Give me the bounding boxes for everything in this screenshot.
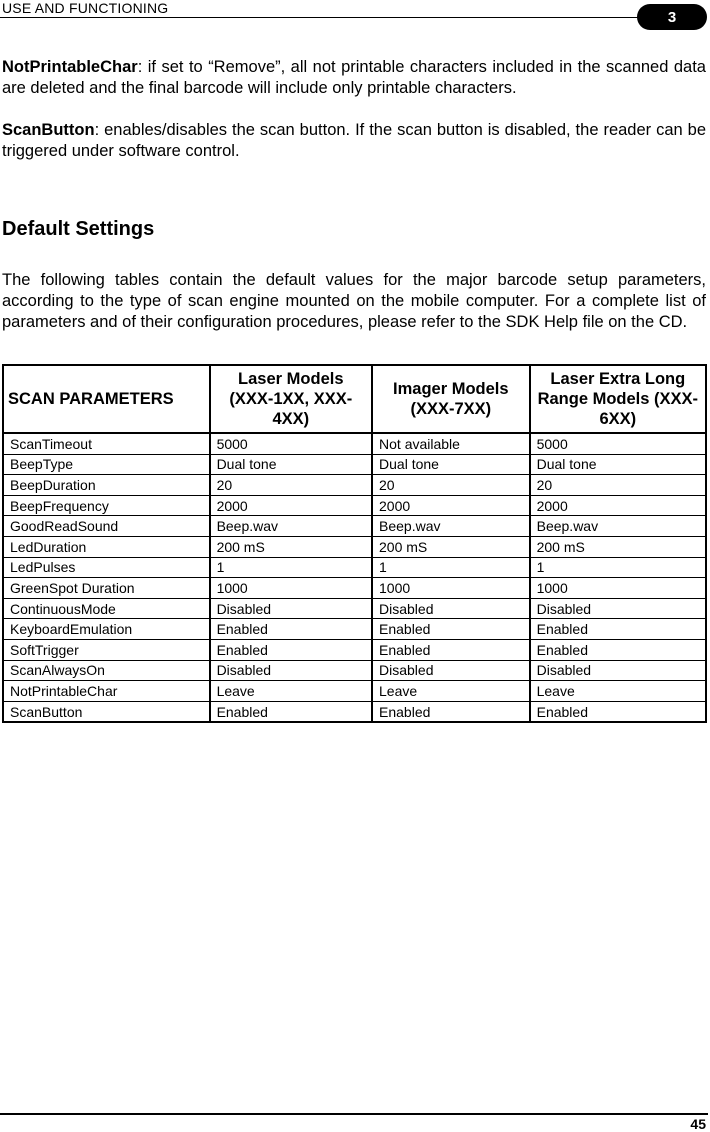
parameter-value-cell: Dual tone xyxy=(372,454,530,475)
parameter-value-cell: Disabled xyxy=(530,660,706,681)
parameter-value-cell: 1000 xyxy=(530,578,706,599)
running-header: USE AND FUNCTIONING xyxy=(2,0,169,16)
parameter-name-cell: GoodReadSound xyxy=(3,516,210,537)
section-heading: Default Settings xyxy=(2,218,155,240)
parameter-value-cell: Beep.wav xyxy=(372,516,530,537)
parameter-value-cell: 200 mS xyxy=(372,536,530,557)
parameter-name-cell: NotPrintableChar xyxy=(3,681,210,702)
page-number: 45 xyxy=(690,1116,706,1132)
parameter-value-cell: 20 xyxy=(372,475,530,496)
table-row xyxy=(3,598,706,619)
default-settings-table xyxy=(2,364,707,723)
parameter-value-cell: Enabled xyxy=(372,619,530,640)
parameter-name-cell: ScanButton xyxy=(3,701,210,722)
parameter-value-cell: Enabled xyxy=(210,701,372,722)
parameter-value-cell: 1000 xyxy=(372,578,530,599)
parameter-value-cell: Enabled xyxy=(372,639,530,660)
parameter-name-cell: BeepFrequency xyxy=(3,495,210,516)
parameter-value-cell: Not available xyxy=(372,433,530,454)
table-row xyxy=(3,454,706,475)
parameter-name-cell: KeyboardEmulation xyxy=(3,619,210,640)
parameter-value-cell: 1000 xyxy=(210,578,372,599)
table-row xyxy=(3,639,706,660)
column-header-laser-extra-long-range: Laser Extra Long Range Models (XXX-6XX) xyxy=(530,365,706,433)
scan-button-description: : enables/disables the scan button. If the scan button is disabled, the reader can be triggered under software control. xyxy=(2,121,706,160)
table-row xyxy=(3,681,706,702)
footer-rule xyxy=(0,1113,708,1115)
parameter-name-cell: BeepDuration xyxy=(3,475,210,496)
table-row xyxy=(3,578,706,599)
parameter-value-cell: 200 mS xyxy=(210,536,372,557)
parameter-value-cell: 1 xyxy=(372,557,530,578)
table-row xyxy=(3,619,706,640)
parameter-name-cell: ScanAlwaysOn xyxy=(3,660,210,681)
parameter-value-cell: Enabled xyxy=(372,701,530,722)
not-printable-char-term: NotPrintableChar xyxy=(2,58,138,76)
parameter-value-cell: Enabled xyxy=(530,639,706,660)
column-header-scan-parameters: SCAN PARAMETERS xyxy=(3,365,210,433)
parameter-value-cell: Disabled xyxy=(372,660,530,681)
parameter-value-cell: 20 xyxy=(210,475,372,496)
parameter-value-cell: 200 mS xyxy=(530,536,706,557)
parameter-value-cell: Disabled xyxy=(372,598,530,619)
parameter-value-cell: 5000 xyxy=(530,433,706,454)
header-rule xyxy=(0,17,640,18)
table-row xyxy=(3,495,706,516)
table-row xyxy=(3,433,706,454)
parameter-value-cell: Disabled xyxy=(210,598,372,619)
table-row xyxy=(3,660,706,681)
table-row xyxy=(3,701,706,722)
parameter-name-cell: GreenSpot Duration xyxy=(3,578,210,599)
table-row xyxy=(3,557,706,578)
parameter-name-cell: BeepType xyxy=(3,454,210,475)
parameter-value-cell: Beep.wav xyxy=(530,516,706,537)
parameter-name-cell: LedPulses xyxy=(3,557,210,578)
parameter-value-cell: Disabled xyxy=(210,660,372,681)
table-header-row xyxy=(3,365,706,433)
table-row xyxy=(3,536,706,557)
parameter-value-cell: 20 xyxy=(530,475,706,496)
table-body xyxy=(3,433,706,722)
scan-button-term: ScanButton xyxy=(2,121,95,139)
parameter-value-cell: 1 xyxy=(530,557,706,578)
parameter-value-cell: Enabled xyxy=(530,619,706,640)
parameter-value-cell: Enabled xyxy=(210,639,372,660)
parameter-name-cell: ScanTimeout xyxy=(3,433,210,454)
table-row xyxy=(3,475,706,496)
parameter-value-cell: 2000 xyxy=(530,495,706,516)
not-printable-char-description: : if set to “Remove”, all not printable characters included in the scanned data are deleted and the final barcode will include only printable characters. xyxy=(2,58,706,97)
chapter-badge: 3 xyxy=(637,4,707,30)
parameter-value-cell: Dual tone xyxy=(210,454,372,475)
parameter-value-cell: Leave xyxy=(372,681,530,702)
not-printable-char-paragraph xyxy=(2,57,706,99)
parameter-value-cell: 2000 xyxy=(372,495,530,516)
parameter-value-cell: Leave xyxy=(530,681,706,702)
column-header-imager-models: Imager Models (XXX-7XX) xyxy=(372,365,530,433)
parameter-value-cell: Enabled xyxy=(530,701,706,722)
intro-paragraph: The following tables contain the default values for the major barcode setup parameters, according to the type of scan engine mounted on the mobile computer. For a complete list of parameters and of their configuration procedures, please refer to the SDK Help file on the CD. xyxy=(2,271,706,331)
parameter-value-cell: 2000 xyxy=(210,495,372,516)
parameter-value-cell: Beep.wav xyxy=(210,516,372,537)
parameter-name-cell: SoftTrigger xyxy=(3,639,210,660)
parameter-value-cell: Dual tone xyxy=(530,454,706,475)
parameter-name-cell: LedDuration xyxy=(3,536,210,557)
parameter-value-cell: 5000 xyxy=(210,433,372,454)
table-row xyxy=(3,516,706,537)
parameter-value-cell: 1 xyxy=(210,557,372,578)
column-header-laser-models: Laser Models (XXX-1XX, XXX-4XX) xyxy=(210,365,372,433)
parameter-name-cell: ContinuousMode xyxy=(3,598,210,619)
parameter-value-cell: Disabled xyxy=(530,598,706,619)
parameter-value-cell: Leave xyxy=(210,681,372,702)
parameter-value-cell: Enabled xyxy=(210,619,372,640)
scan-button-paragraph xyxy=(2,120,706,162)
